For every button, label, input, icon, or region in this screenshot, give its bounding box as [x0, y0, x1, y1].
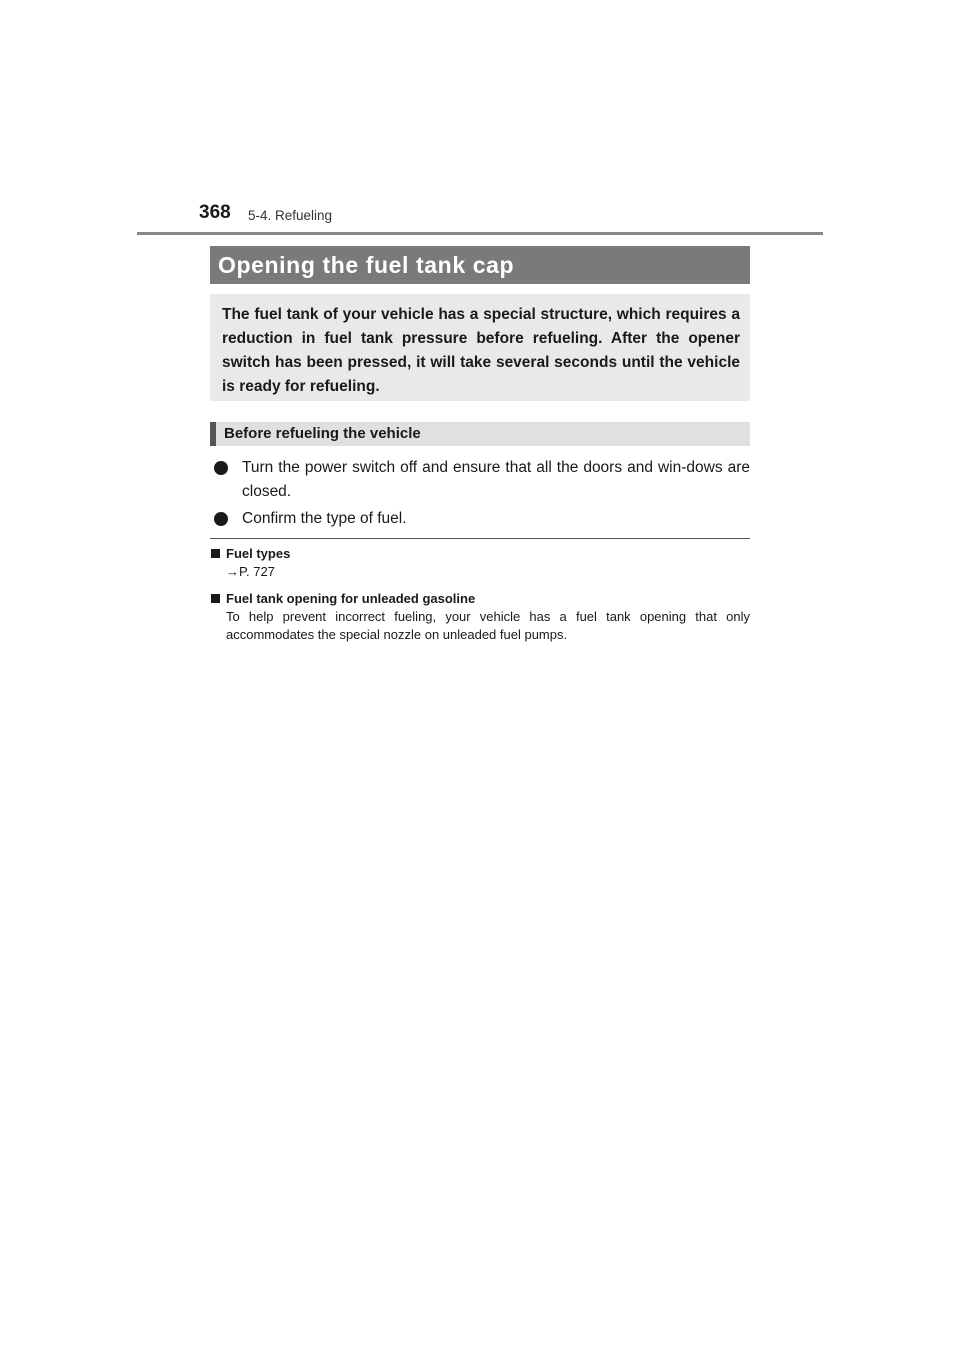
page-number: 368 — [199, 202, 231, 223]
note-body: To help prevent incorrect fueling, your vehicle has a fuel tank opening that only accommodates the special nozzle on unleaded fuel pumps. — [226, 609, 750, 642]
section-subheading: Before refueling the vehicle — [210, 422, 750, 446]
bullet-dot-icon — [214, 461, 228, 475]
square-bullet-icon — [211, 549, 220, 558]
intro-box: The fuel tank of your vehicle has a special structure, which requires a reduction in fuel tank pressure before refueling. After the opener switch has been pressed, it will take several seconds until the vehicle is ready for refueling. — [210, 294, 750, 401]
bullet-text: Turn the power switch off and ensure that all the doors and win-dows are closed. — [242, 459, 750, 500]
page-reference[interactable]: →P. 727 — [226, 564, 275, 579]
note-fuel-tank-opening — [210, 590, 750, 644]
bullet-list — [212, 456, 750, 534]
note-heading-text: Fuel tank opening for unleaded gasoline — [226, 591, 476, 606]
bullet-text: Confirm the type of fuel. — [242, 510, 407, 527]
section-reference: 5-4. Refueling — [248, 208, 333, 223]
list-item — [212, 456, 750, 504]
note-fuel-types — [210, 545, 750, 581]
square-bullet-icon — [211, 594, 220, 603]
note-heading — [210, 545, 750, 563]
bullet-dot-icon — [214, 512, 228, 526]
header-divider — [137, 232, 823, 235]
list-item — [212, 507, 750, 531]
notes-divider — [210, 538, 750, 539]
note-heading-text: Fuel types — [226, 546, 291, 561]
page-title: Opening the fuel tank cap — [210, 246, 750, 284]
note-heading — [210, 590, 750, 608]
